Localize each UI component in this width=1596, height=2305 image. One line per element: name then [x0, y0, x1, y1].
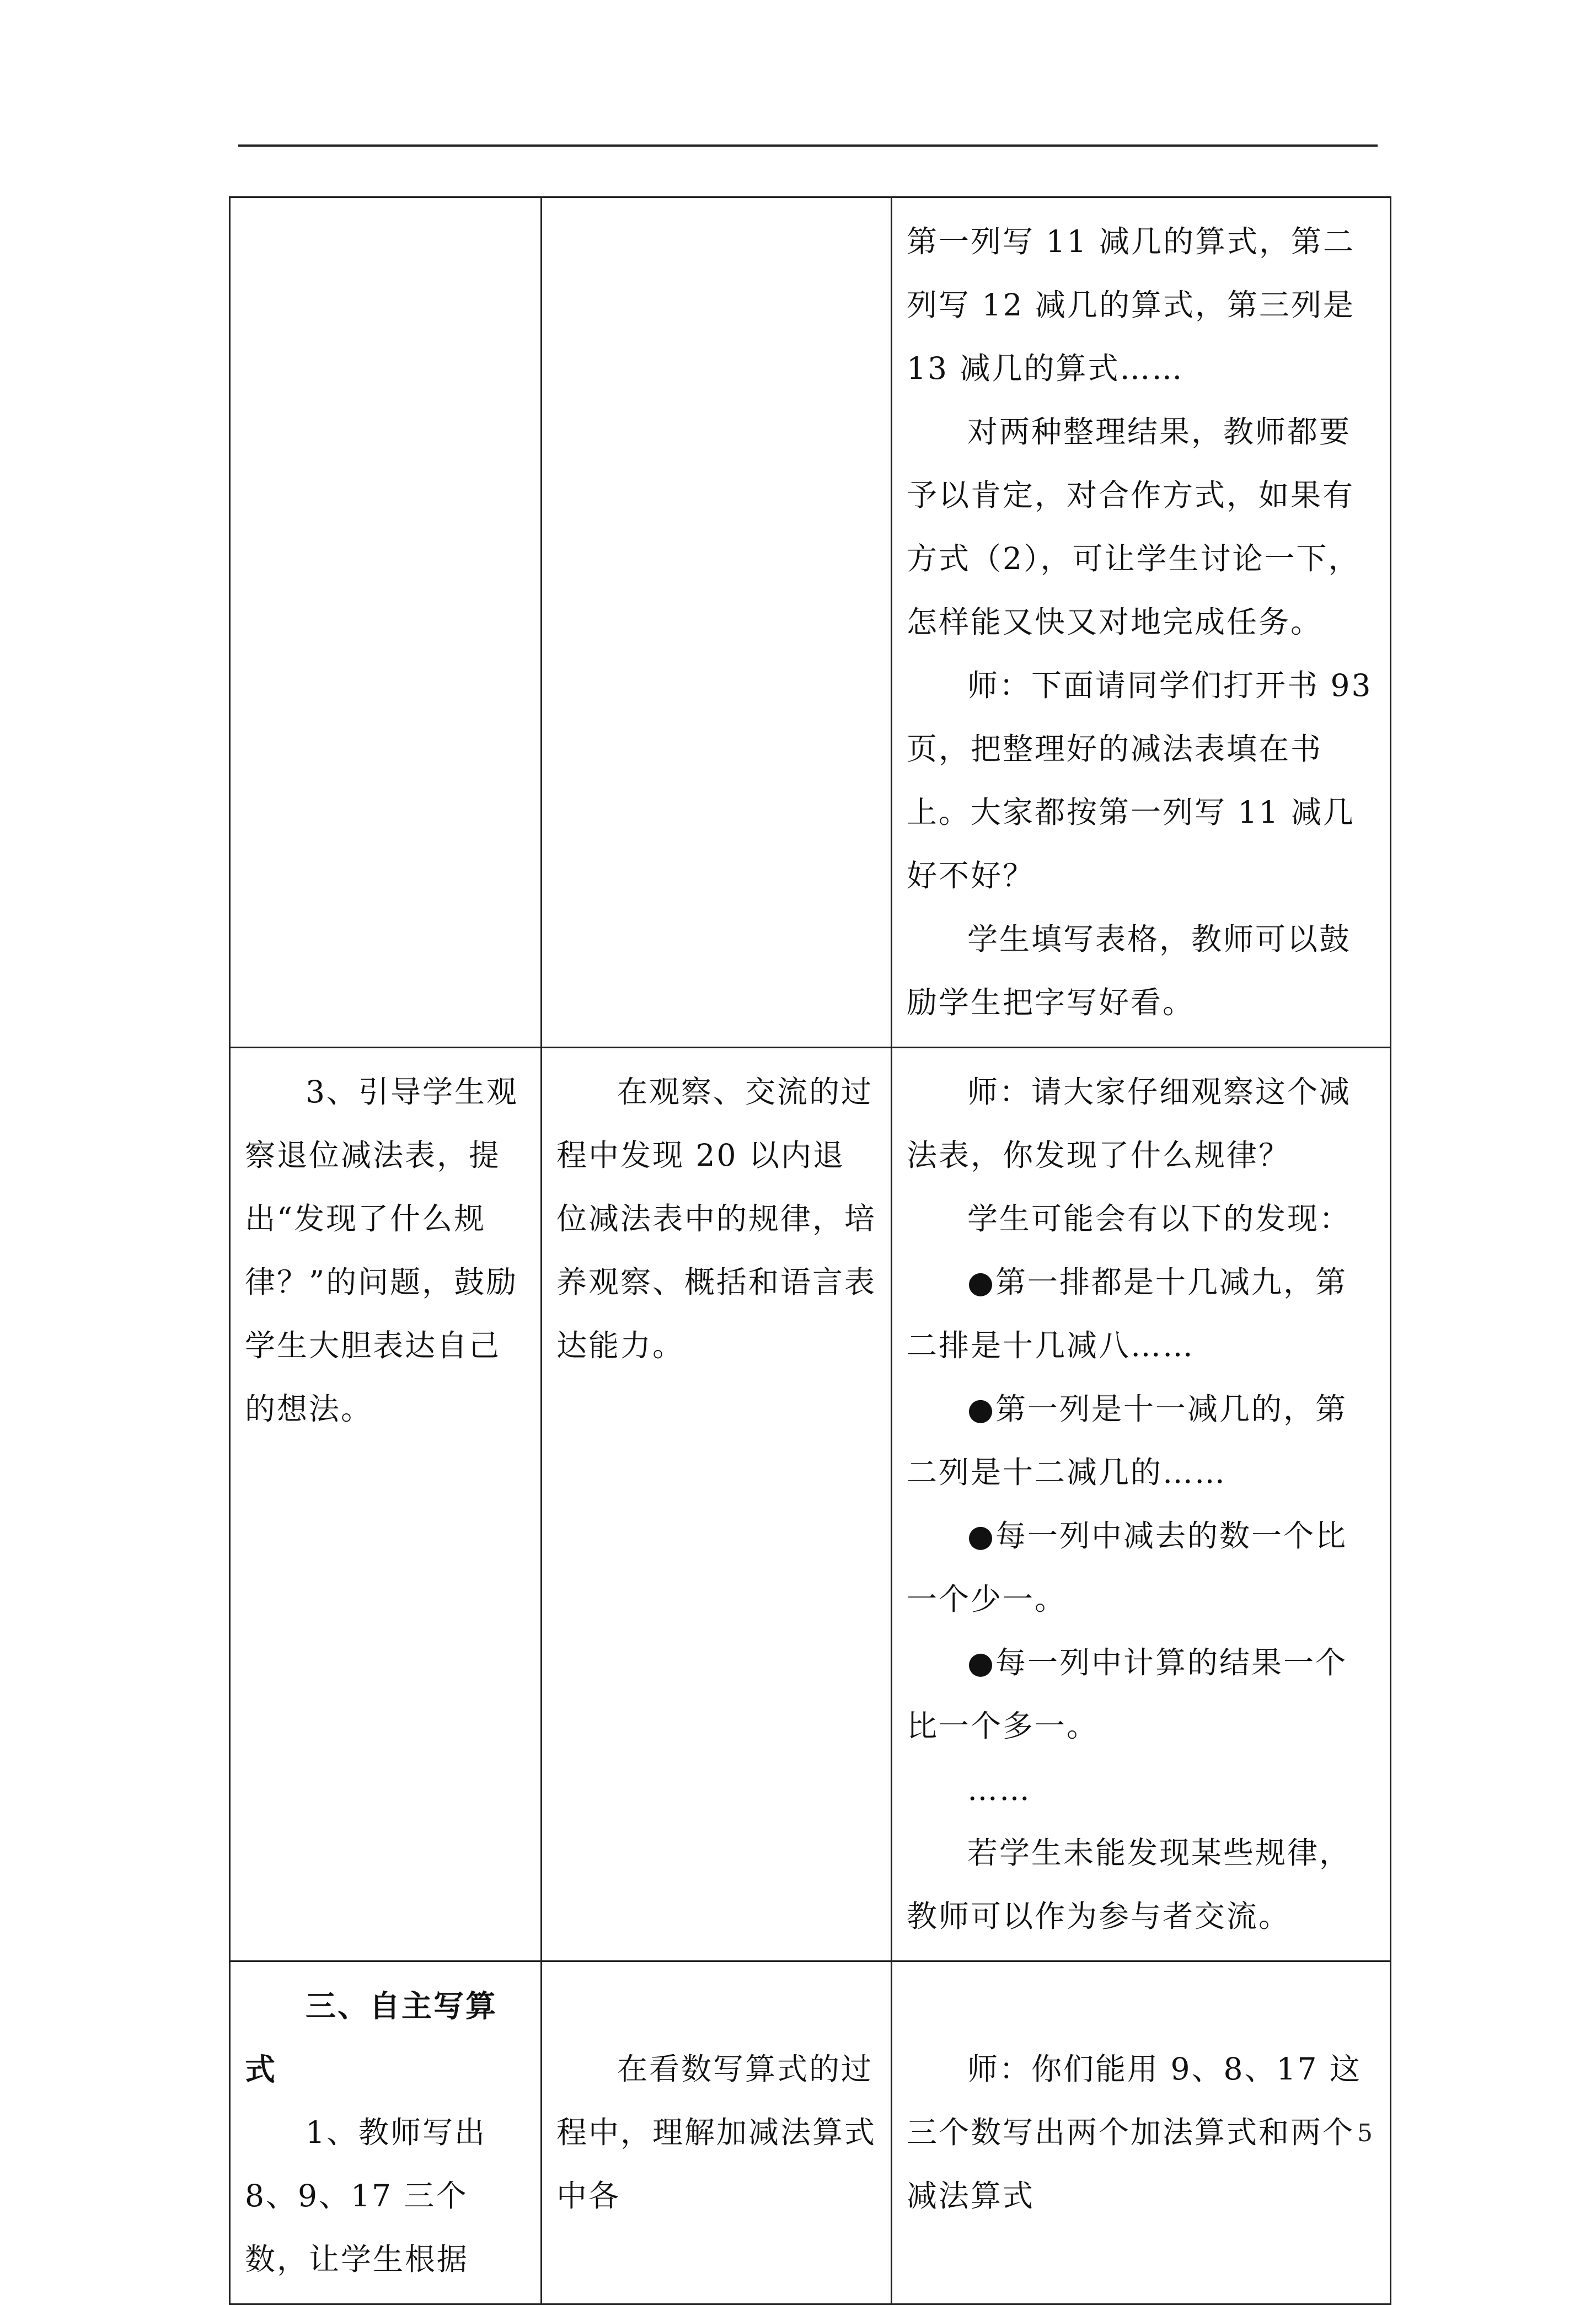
paragraph: 师：下面请同学们打开书 93 页，把整理好的减法表填在书上。大家都按第一列写 11 减几好不好？ — [907, 668, 1373, 893]
page-number: 5 — [1357, 2119, 1373, 2147]
teaching-process-cell — [230, 197, 542, 1048]
teaching-process-cell — [230, 1048, 542, 1961]
paragraph: ●第一排都是十几减九，第二排是十几减八…… — [907, 1264, 1347, 1363]
paragraph: 1、教师写出 8、9、17 三个数，让学生根据 — [245, 2115, 486, 2277]
paragraph: ●第一列是十一减几的，第二列是十二减几的…… — [907, 1391, 1347, 1490]
paragraph: 学生填写表格，教师可以鼓励学生把字写好看。 — [907, 921, 1352, 1020]
teacher-student-activity-cell — [892, 1048, 1391, 1961]
paragraph: 对两种整理结果，教师都要予以肯定，对合作方式，如果有方式（2），可让学生讨论一下，怎样能又快又对地完成任务。 — [907, 414, 1361, 640]
design-intent-cell — [542, 197, 892, 1048]
teacher-student-activity-cell — [892, 1961, 1391, 2304]
paragraph: 在观察、交流的过程中发现 20 以内退位减法表中的规律，培养观察、概括和语言表达能力。 — [556, 1074, 877, 1363]
teacher-student-activity-cell — [892, 197, 1391, 1048]
paragraph: ●每一列中计算的结果一个比一个多一。 — [907, 1645, 1347, 1744]
paragraph: 师：请大家仔细观察这个减法表，你发现了什么规律？ — [907, 1074, 1352, 1173]
teaching-process-cell — [230, 1961, 542, 2304]
table-row — [230, 1961, 1391, 2304]
paragraph: 学生可能会有以下的发现： — [967, 1201, 1352, 1236]
paragraph: 师：你们能用 9、8、17 这三个数写出两个加法算式和两个减法算式 — [907, 2051, 1362, 2213]
lesson-plan-table — [229, 196, 1391, 2305]
header-rule — [238, 144, 1378, 147]
section-heading: 三、自主写算式 — [245, 1988, 498, 2087]
paragraph: 若学生未能发现某些规律，教师可以作为参与者交流。 — [907, 1835, 1352, 1934]
table-row — [230, 1048, 1391, 1961]
paragraph: 第一列写 11 减几的算式，第二列写 12 减几的算式，第三列是 13 减几的算式…… — [907, 224, 1355, 386]
design-intent-cell — [542, 1961, 892, 2304]
paragraph: ●每一列中减去的数一个比一个少一。 — [907, 1518, 1347, 1617]
paragraph: …… — [967, 1772, 1031, 1807]
table-row — [230, 197, 1391, 1048]
paragraph: 3、引导学生观察退位减法表，提出“发现了什么规律？”的问题，鼓励学生大胆表达自己的想法。 — [245, 1074, 518, 1427]
design-intent-cell — [542, 1048, 892, 1961]
paragraph: 在看数写算式的过程中，理解加减法算式中各 — [556, 2051, 877, 2213]
